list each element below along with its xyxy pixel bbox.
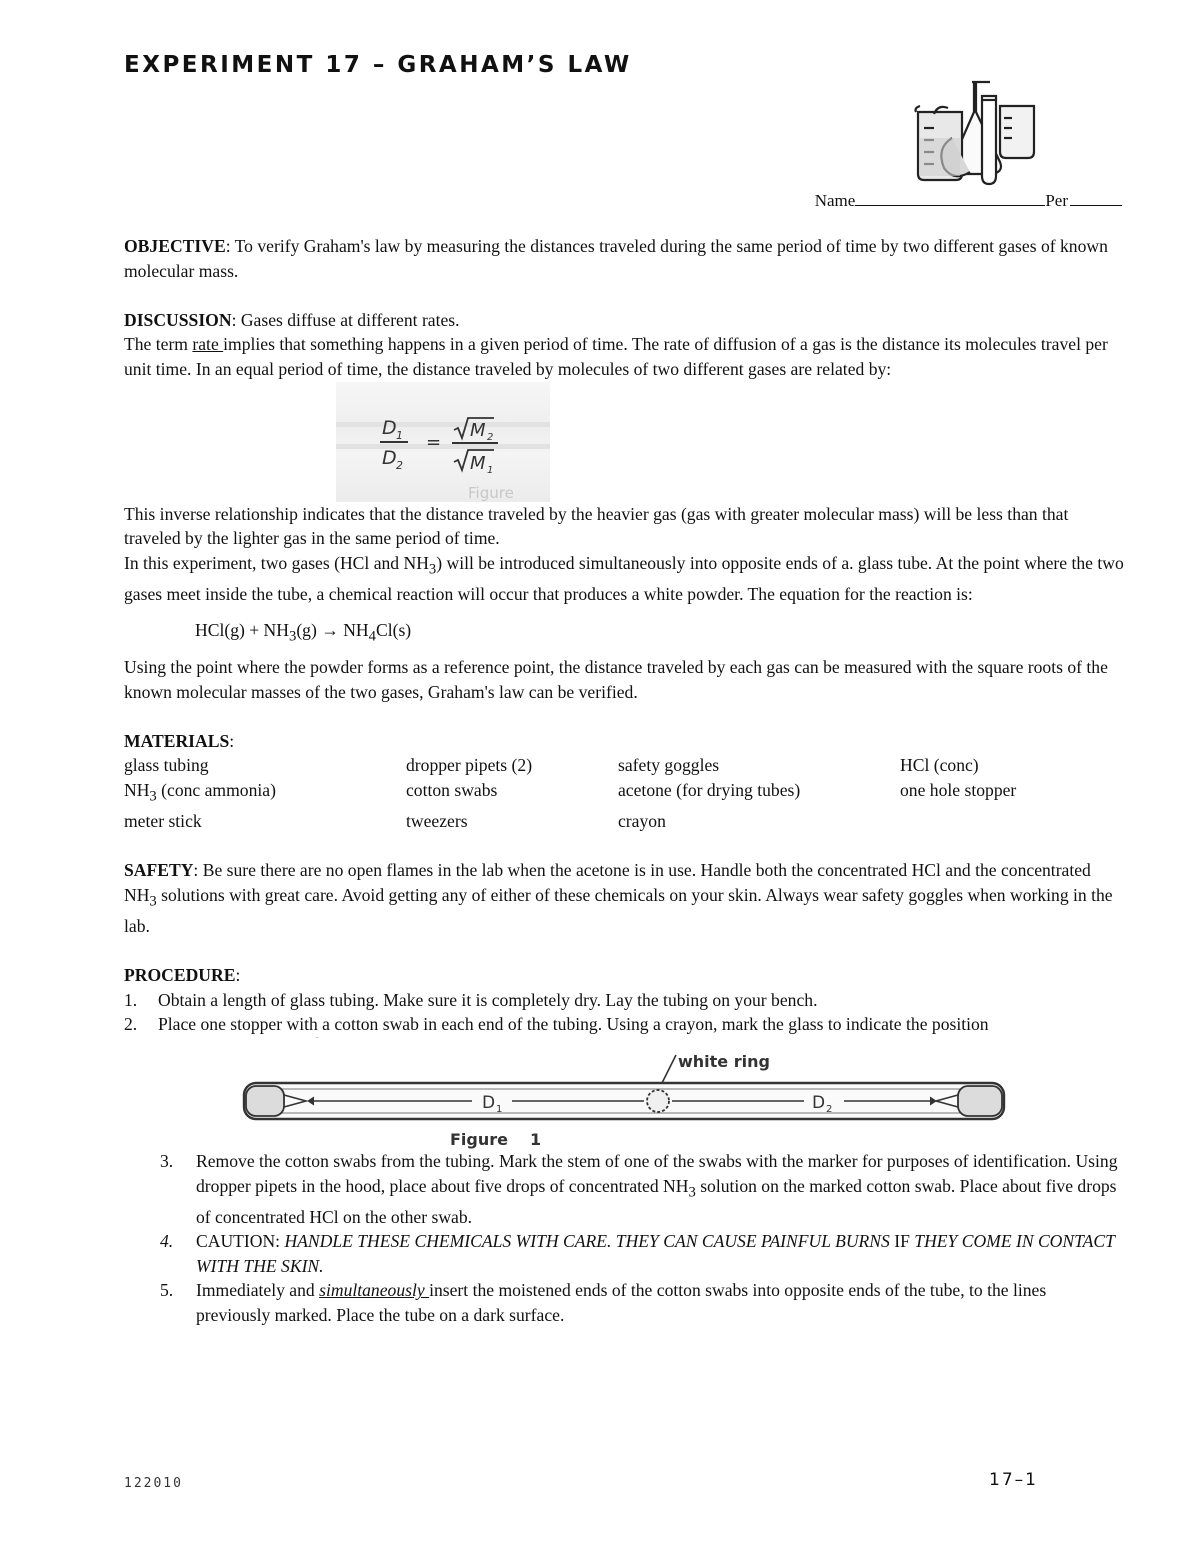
material-item: dropper pipets (2) xyxy=(406,755,533,776)
discussion-paragraph-3: In this experiment, two gases (HCl and $NH_3$) will be introduced simultaneously into opposite ends of a. glass tube. At the point where the two gases meet inside the tube, a chemical reaction will occur that produces a white powder. The equation for the reaction is: xyxy=(124,552,1124,604)
svg-text:1: 1 xyxy=(496,1103,503,1115)
discussion-heading: DISCUSSION xyxy=(124,309,232,330)
figure-caption: Figure xyxy=(450,1129,508,1149)
discussion-paragraph-2: This inverse relationship indicates that the distance traveled by the heavier gas (gas with greater molecular mass) will be less than that traveled by the lighter gas in the same period of time. xyxy=(124,503,1069,549)
svg-text:2: 2 xyxy=(487,431,494,443)
per-label: Per xyxy=(1045,191,1068,210)
white-ring-label: white ring xyxy=(678,1051,770,1071)
materials-heading-line: MATERIALS: xyxy=(124,730,235,751)
procedure-list xyxy=(124,988,1124,1037)
svg-text:1: 1 xyxy=(530,1129,542,1149)
procedure-heading: PROCEDURE xyxy=(124,965,236,986)
material-item: crayon xyxy=(618,811,666,832)
material-item: $NH_3$ (conc ammonia) xyxy=(124,780,276,805)
name-per-fields xyxy=(815,187,1122,211)
discussion-paragraph-1: The term rate implies that something happens in a given period of time. The rate of diffusion of a gas is the distance its molecules travel per unit time. In an equal period of time, the distance traveled by molecules of two different gases are related by: xyxy=(124,334,1108,379)
procedure-step-3: 3. Remove the cotton swabs from the tubing. Mark the stem of one of the swabs with the marker for purposes of identification. Using dropper pipets in the hood, place about five drops of concentrated $NH_3$ solution on the marked cotton swab. Place about five drops of concentrated HCl on the other swab. xyxy=(160,1150,1118,1227)
svg-text:2: 2 xyxy=(826,1103,833,1115)
material-item: safety goggles xyxy=(618,755,720,776)
material-item: cotton swabs xyxy=(406,780,498,801)
procedure-heading-line: PROCEDURE: xyxy=(124,965,241,986)
formula-d1: D xyxy=(382,416,397,439)
safety-heading: SAFETY xyxy=(124,860,194,881)
document-title: EXPERIMENT 17 – GRAHAM’S LAW xyxy=(124,52,632,78)
svg-text:1: 1 xyxy=(487,464,494,476)
objective-heading: OBJECTIVE xyxy=(124,236,226,256)
reaction-equation: $HCl(g) + NH_3(g) \to NH_4Cl(s)$ xyxy=(195,620,412,645)
discussion-intro: DISCUSSION: Gases diffuse at different rates. xyxy=(124,309,460,330)
svg-text:1: 1 xyxy=(396,428,403,442)
discussion-paragraph-4: Using the point where the powder forms as a reference point, the distance traveled by each gas can be measured with the square roots of the known molecular masses of the two gases, Graham's law can be verified. xyxy=(124,657,1108,702)
safety-paragraph: SAFETY: Be sure there are no open flames in the lab when the acetone is in use. Handle both the concentrated HCl and the concentrated $NH_3$ solutions with great care. Avoid getting any of either of these chemicals on your skin. Always wear safety goggles when working in the lab. xyxy=(124,860,1113,937)
name-blank[interactable] xyxy=(855,187,1045,206)
material-item: tweezers xyxy=(406,811,468,832)
formula-d2: D xyxy=(382,446,397,469)
procedure-step-4: 4. CAUTION: HANDLE THESE CHEMICALS WITH CARE. THEY CAN CAUSE PAINFUL BURNS IF THEY COME IN CONTACT WITH THE SKIN. xyxy=(160,1231,1115,1276)
formula-graphic xyxy=(336,382,550,502)
faded-figure-text: Figure xyxy=(468,483,514,502)
procedure-step-5: 5. Immediately and simultaneously insert the moistened ends of the cotton swabs into opposite ends of the tube, to the lines previously marked. Place the tube on a dark surface. xyxy=(160,1280,1047,1326)
svg-text:2: 2 xyxy=(396,458,403,472)
formula-equals: = xyxy=(426,431,442,453)
per-blank[interactable] xyxy=(1070,187,1122,206)
document-body xyxy=(124,234,1124,1328)
svg-text:D: D xyxy=(482,1092,496,1113)
materials-list xyxy=(124,753,1124,833)
objective-paragraph: OBJECTIVE: To verify Graham's law by measuring the distances traveled during the same period of time by two different gases of known molecular mass. xyxy=(124,236,1108,281)
material-item: acetone (for drying tubes) xyxy=(618,780,801,801)
svg-text:related by: xyxy=(252,1037,327,1039)
footer-code: 122010 xyxy=(124,1476,183,1491)
figure-1-diffusion-tube xyxy=(232,1037,1032,1149)
material-item: meter stick xyxy=(124,811,202,832)
svg-text:D: D xyxy=(812,1092,826,1113)
materials-heading: MATERIALS xyxy=(124,730,230,751)
tube-diagram xyxy=(232,1037,1032,1149)
page-number: 17–1 xyxy=(989,1470,1038,1490)
procedure-list-continued xyxy=(124,1149,1124,1328)
lab-glassware-icon xyxy=(912,78,1044,188)
name-label: Name xyxy=(814,191,856,210)
material-item: glass tubing xyxy=(124,755,209,776)
grahams-law-formula xyxy=(336,382,550,502)
formula-m2: M xyxy=(470,419,486,441)
procedure-step-2: 2. Place one stopper with a cotton swab in each end of the tubing. Using a crayon, mark the glass to indicate the position xyxy=(124,1014,989,1035)
material-item: one hole stopper xyxy=(900,780,1017,801)
procedure-step-1: 1. Obtain a length of glass tubing. Make sure it is completely dry. Lay the tubing on your bench. xyxy=(124,989,818,1010)
formula-m1: M xyxy=(470,452,486,474)
material-item: HCl (conc) xyxy=(900,755,979,776)
